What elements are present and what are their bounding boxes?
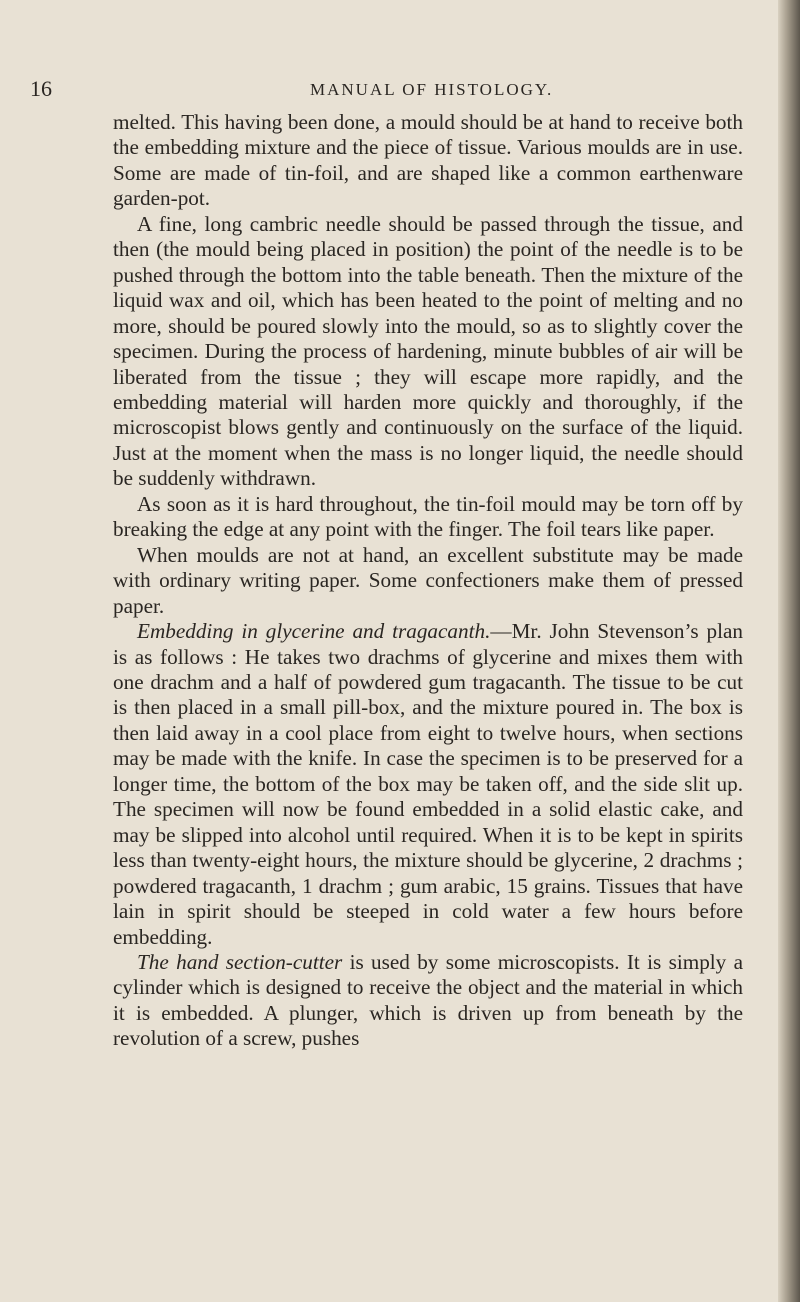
running-head: MANUAL OF HISTOLOGY. (310, 80, 554, 99)
body-text (113, 110, 743, 1052)
paragraph (113, 950, 743, 1052)
paragraph-text: melted. This having been done, a mould should be at hand to receive both the embedding mixture and the piece of tissue. Various moulds are in use. Some are made of tin-foil, and are shaped like a common earthenware garden-pot. (113, 110, 743, 211)
paragraph-text: When moulds are not at hand, an excellent substitute may be made with ordinary writing paper. Some confectioners make them of pressed paper. (113, 542, 743, 618)
paragraph-text: —Mr. John Stevenson’s plan is as follows : He takes two drachms of glycerine and mixes them with one drachm and a half of powdered gum tragacanth. The tissue to be cut is then placed in a small pill-box, and the mixture poured in. The box is then laid away in a cool place from eight to twelve hours, when sections may be made with the knife. In case the specimen is to be preserved for a longer time, the bottom of the box may be taken off, and the side slit up. The specimen will now be found embedded in a solid elastic cake, and may be slipped into alcohol until required. When it is to be kept in spirits less than twenty-eight hours, the mixture should be glycerine, 2 drachms ; powdered tragacanth, 1 drachm ; gum arabic, 15 grains. Tissues that have lain in spirit should be steeped in cold water a few hours before embedding. (113, 619, 743, 949)
paragraph-text: As soon as it is hard throughout, the tin-foil mould may be torn off by breaking the edge at any point with the finger. The foil tears like paper. (113, 491, 743, 542)
paragraph-text: is used by some microscopists. It is simply a cylinder which is designed to receive the object and the material in which it is embedded. A plunger, which is driven up from beneath by the revolution of a screw, pushes (113, 949, 743, 1051)
paragraph (113, 619, 743, 950)
paragraph (113, 212, 743, 492)
paragraph-text: A fine, long cambric needle should be passed through the tissue, and then (the mould being placed in position) the point of the needle is to be pushed through the bottom into the table beneath. Then the mixture of the liquid wax and oil, which has been heated to the point of melting and no more, should be poured slowly into the mould, so as to slightly cover the specimen. During the process of hardening, minute bubbles of air will be liberated from the tissue ; they will escape more rapidly, and the embedding material will harden more quickly and thoroughly, if the microscopist blows gently and continuously on the surface of the liquid. Just at the moment when the mass is no longer liquid, the needle should be suddenly withdrawn. (113, 211, 743, 491)
section-heading: Embedding in glycerine and tragacanth. (137, 619, 491, 644)
page-edge-shadow (778, 0, 800, 1302)
page-number: 16 (30, 76, 52, 101)
paragraph (113, 543, 743, 619)
paragraph (113, 492, 743, 543)
paragraph (113, 110, 743, 212)
section-heading: The hand section-cutter (137, 949, 343, 974)
